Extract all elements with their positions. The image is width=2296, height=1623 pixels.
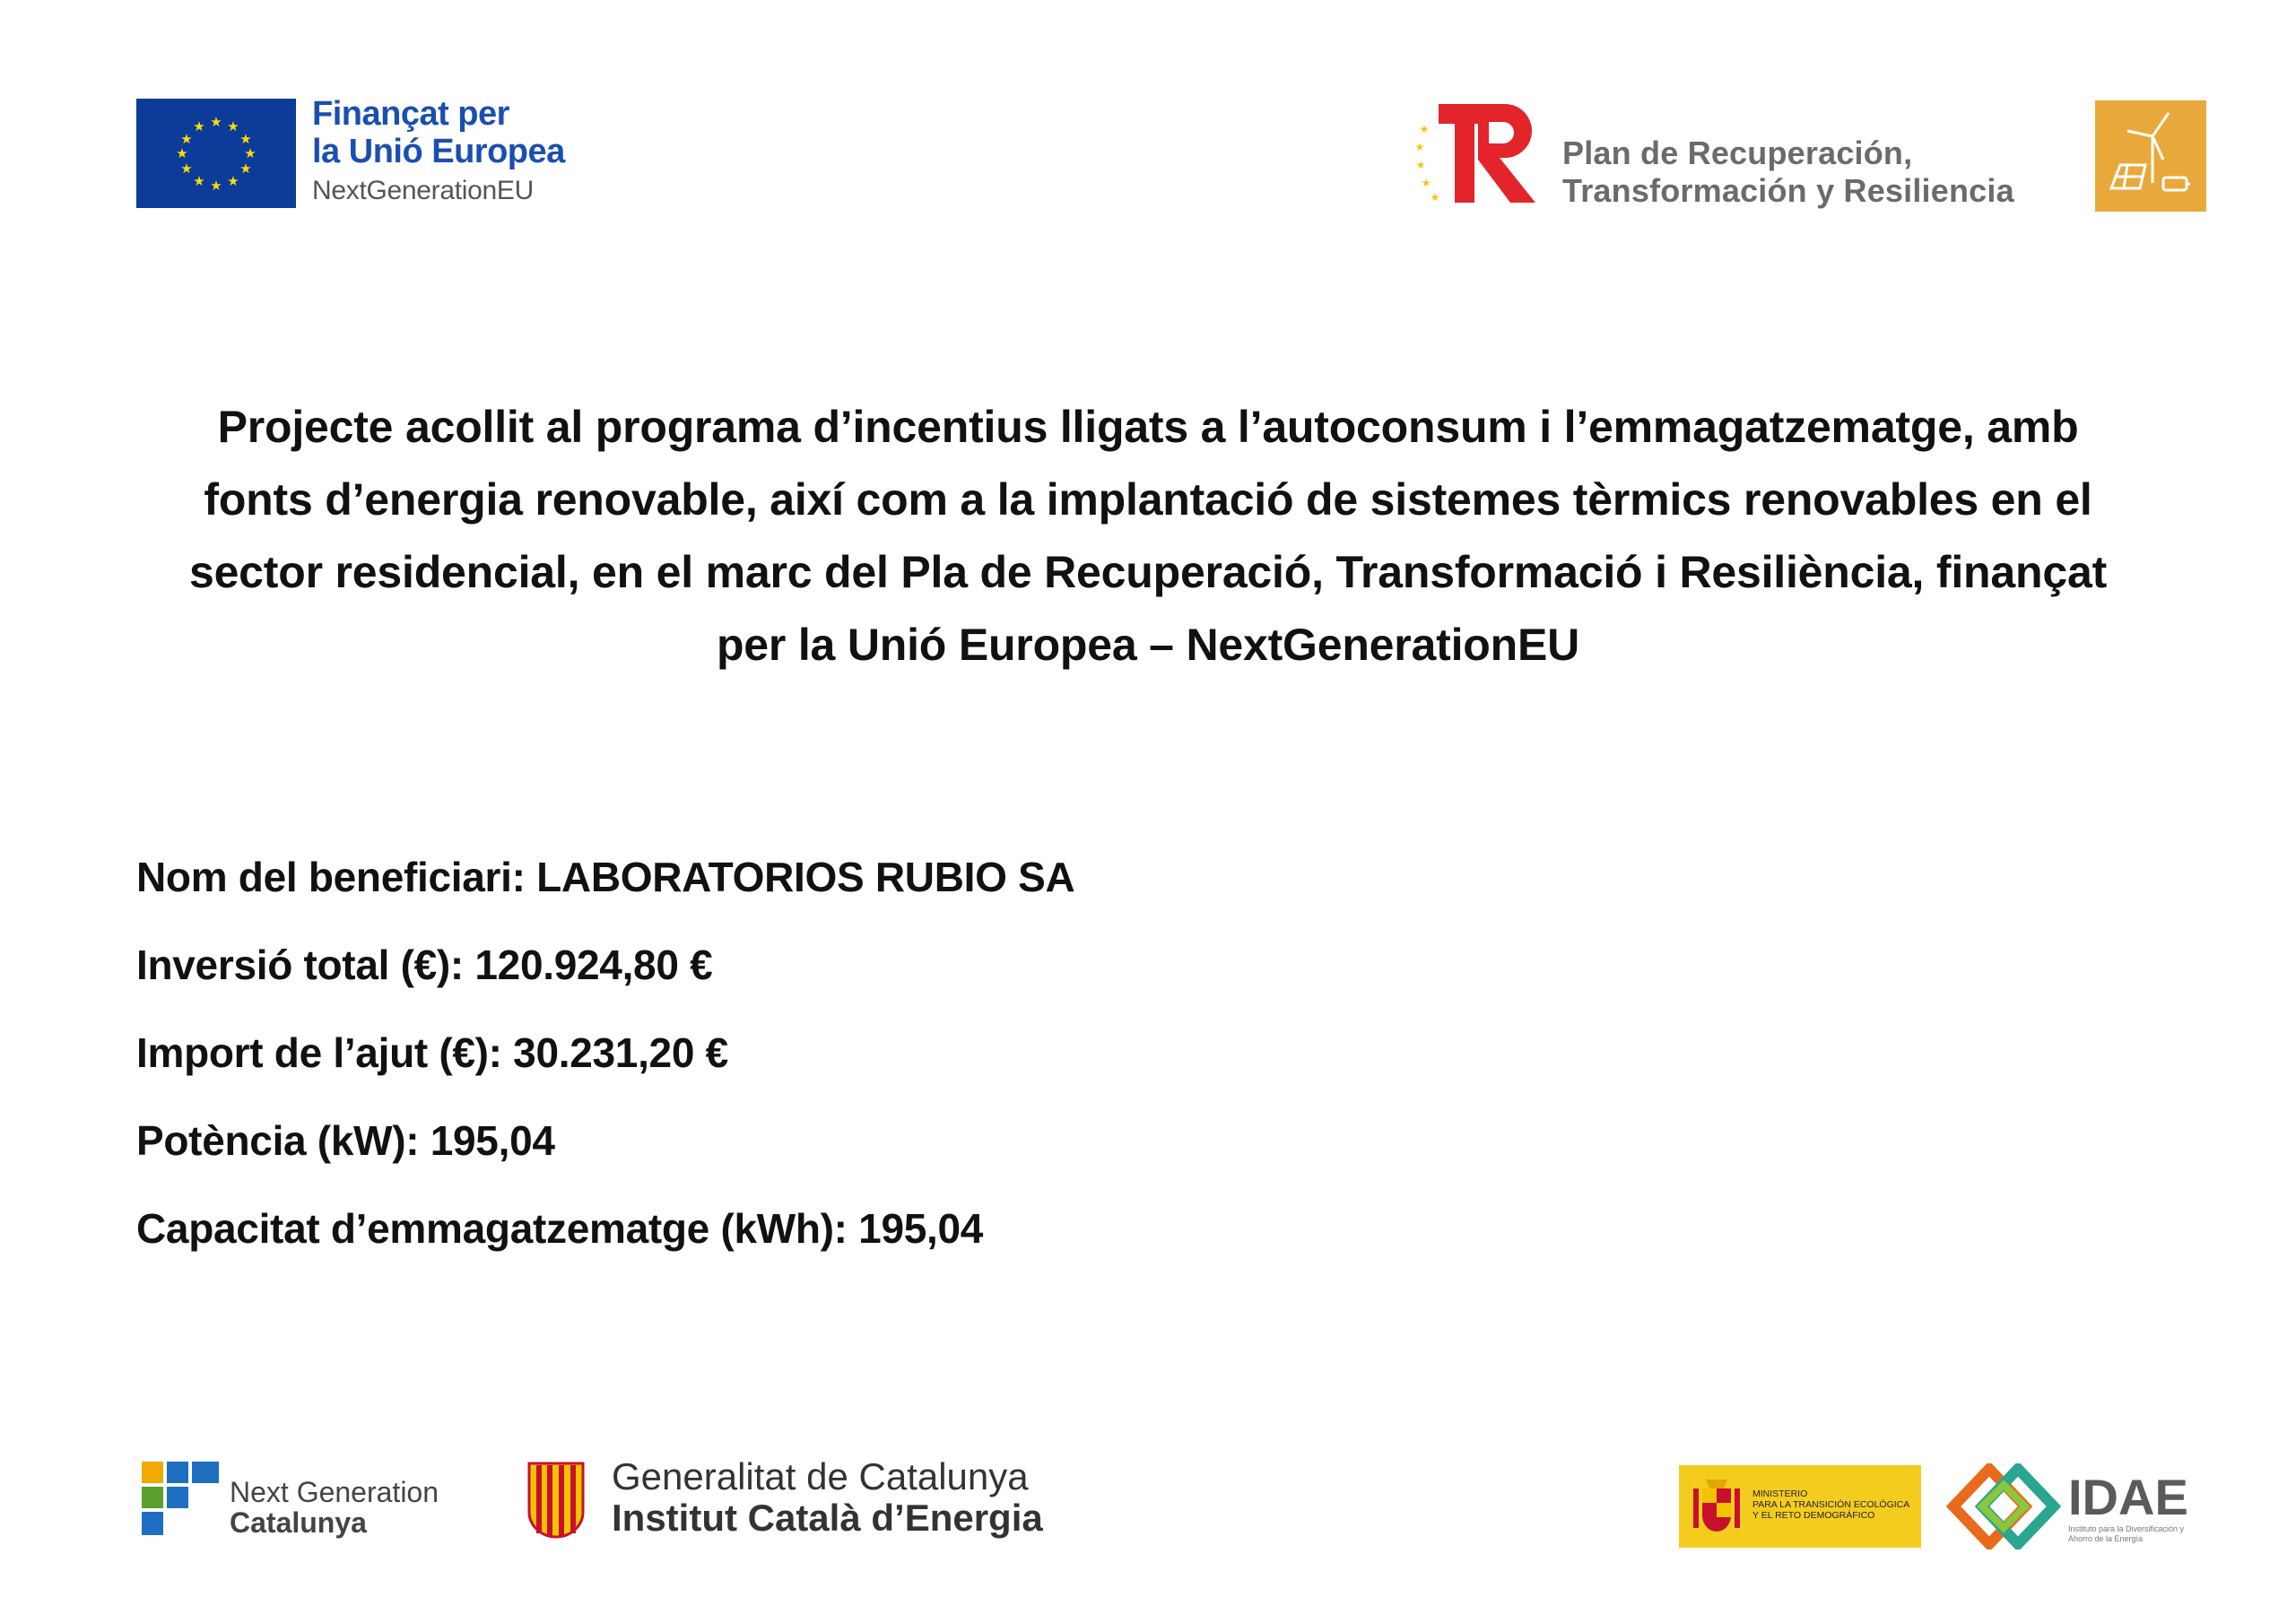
wind-solar-icon (2095, 100, 2206, 212)
svg-text:★: ★ (227, 118, 239, 135)
title-line-2: fonts d’energia renovable, així com a la implantació de sistemes tèrmics renovables en el (204, 474, 2092, 525)
renewable-energy-logo (2095, 100, 2206, 212)
prtr-line-1: Plan de Recuperación, (1562, 135, 1913, 171)
aid-amount-line: Import de l’ajut (€): 30.231,20 € (136, 1029, 728, 1076)
svg-text:★: ★ (1415, 141, 1425, 153)
eu-funding-text (312, 97, 565, 204)
idae-subtitle: Instituto para la Diversificación y Ahorro de la Energía (2068, 1524, 2185, 1543)
project-description (135, 391, 2161, 681)
svg-text:★: ★ (193, 173, 205, 189)
beneficiary-line: Nom del beneficiari: LABORATORIOS RUBIO SA (136, 854, 1075, 900)
ministry-logo (1679, 1465, 1921, 1548)
title-line-4: per la Unió Europea – NextGenerationEU (716, 620, 1580, 670)
idae-logo-mark (1946, 1463, 2061, 1549)
prtr-tr-icon (1415, 100, 1550, 208)
power-line: Potència (kW): 195,04 (136, 1117, 555, 1164)
title-line-1: Projecte acollit al programa d’incentius lligats a l’autoconsum i l’emmagatzematge, amb (217, 402, 2079, 452)
ministry-line-2: PARA LA TRANSICIÓN ECOLÓGICA (1752, 1499, 1910, 1510)
svg-text:★: ★ (1430, 191, 1440, 204)
storage-capacity-line: Capacitat d’emmagatzematge (kWh): 195,04 (136, 1205, 984, 1252)
svg-text:★: ★ (227, 173, 239, 189)
prtr-text (1562, 135, 2014, 211)
eu-line-3: NextGenerationEU (312, 176, 534, 205)
ngc-line-2: Catalunya (230, 1506, 367, 1539)
ngc-line-1: Next Generation (230, 1476, 439, 1508)
project-details (136, 852, 1074, 1291)
prtr-line-2: Transformación y Resiliencia (1562, 172, 2014, 210)
catalan-shield-icon (526, 1460, 587, 1539)
generalitat-text (612, 1455, 1043, 1539)
next-generation-catalunya-logo (140, 1460, 221, 1537)
eu-line-2: la Unió Europea (312, 133, 565, 170)
svg-text:★: ★ (1415, 159, 1426, 171)
svg-text:★: ★ (210, 178, 222, 194)
idae-text (2068, 1469, 2188, 1544)
title-line-3: sector residencial, en el marc del Pla de Recuperació, Transformació i Resiliència, finançat (188, 547, 2108, 597)
svg-text:★: ★ (176, 145, 188, 161)
ngc-squares-icon (140, 1460, 221, 1537)
svg-text:★: ★ (239, 161, 252, 177)
eu-line-1: Finançat per (312, 95, 509, 133)
ngc-text (230, 1478, 439, 1537)
generalitat-line-2: Institut Català d’Energia (612, 1497, 1043, 1539)
total-investment-line: Inversió total (€): 120.924,80 € (136, 942, 713, 988)
idae-diamond-icon (1946, 1463, 2061, 1549)
svg-text:★: ★ (1419, 123, 1430, 135)
spain-coat-of-arms-icon (1692, 1476, 1742, 1537)
generalitat-logo (526, 1460, 587, 1539)
eu-flag-logo (136, 99, 296, 208)
svg-text:★: ★ (210, 114, 222, 130)
generalitat-line-1: Generalitat de Catalunya (612, 1455, 1029, 1497)
svg-text:★: ★ (180, 131, 193, 147)
svg-text:★: ★ (244, 145, 257, 161)
eu-stars-icon (136, 99, 296, 208)
idae-name: IDAE (2068, 1469, 2188, 1525)
ministry-line-1: MINISTERIO (1752, 1488, 1808, 1499)
svg-text:★: ★ (193, 118, 205, 135)
ministry-text (1752, 1488, 1909, 1521)
svg-text:★: ★ (180, 161, 193, 177)
svg-text:★: ★ (239, 131, 252, 147)
prtr-logo-mark (1415, 100, 1550, 208)
svg-text:★: ★ (1421, 177, 1431, 189)
ministry-line-3: Y EL RETO DEMOGRÁFICO (1752, 1510, 1875, 1521)
